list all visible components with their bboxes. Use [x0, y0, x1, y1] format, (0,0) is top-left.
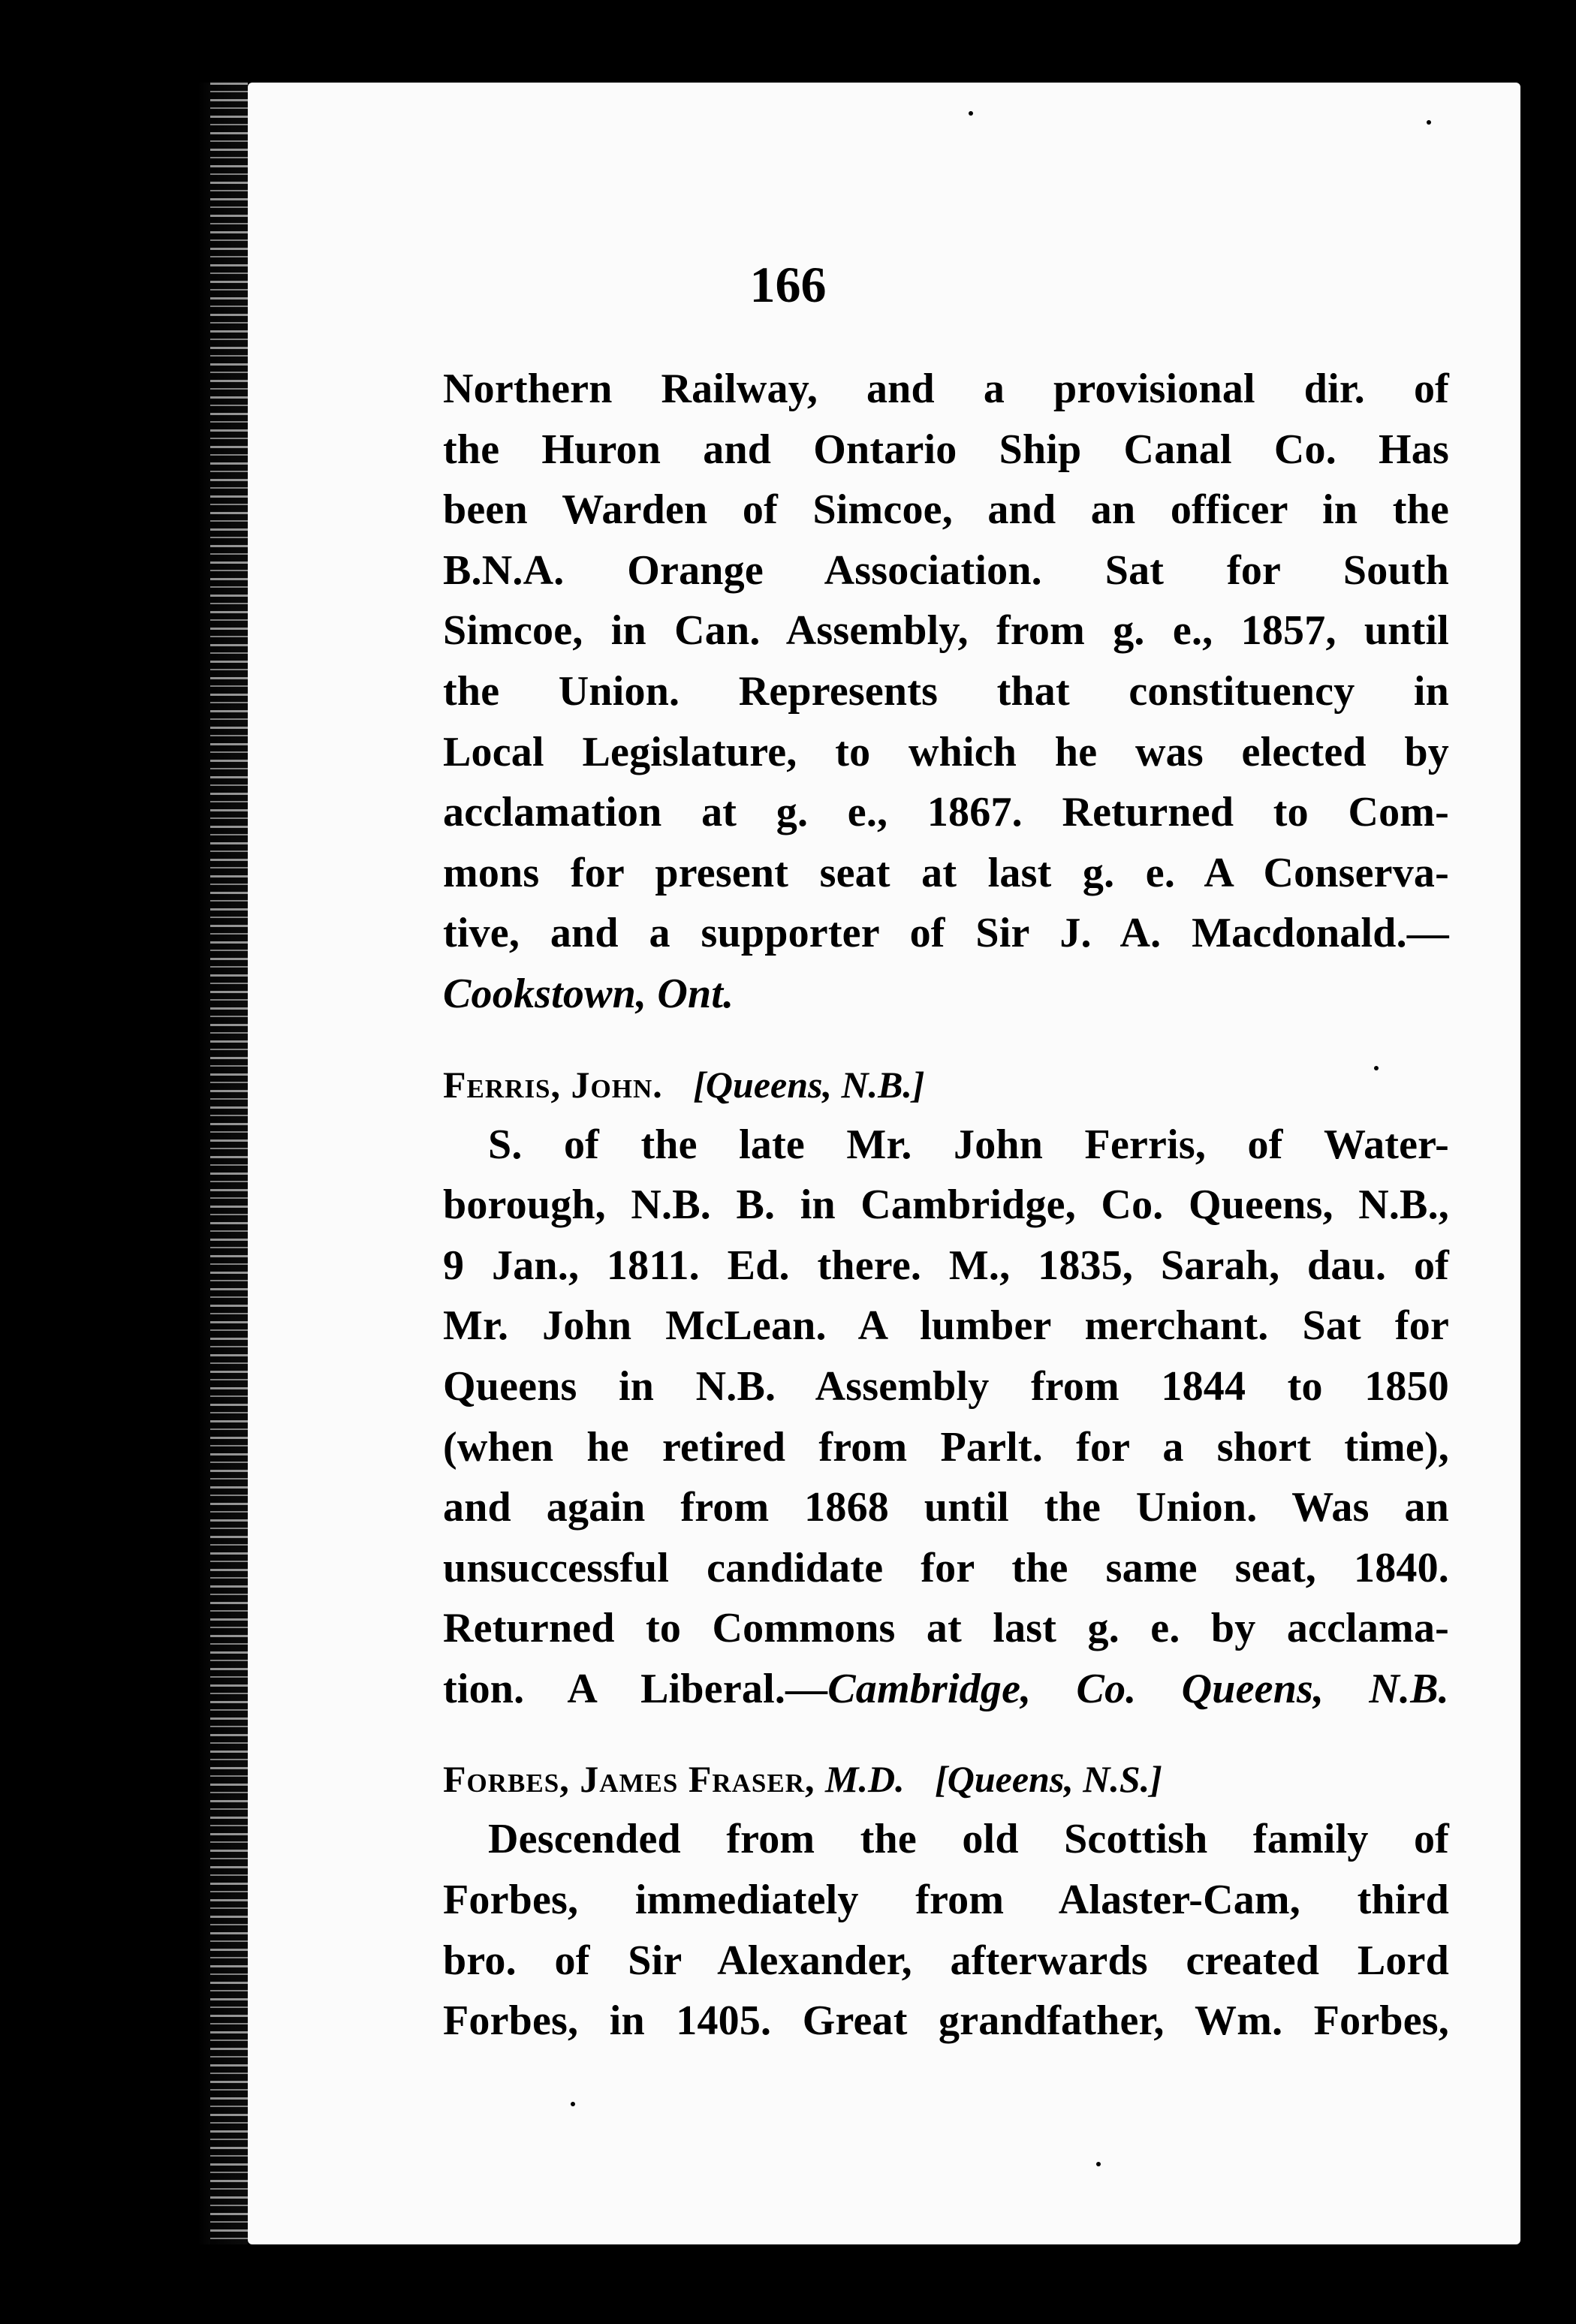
entry-forbes [443, 1749, 1449, 2051]
text-line: Simcoe, in Can. Assembly, from g. e., 1857, until [443, 607, 1449, 655]
entry-name: Forbes, James Fraser, [443, 1758, 815, 1801]
text-line-final: tion. A Liberal.—Cambridge, Co. Queens, N.B. [443, 1665, 1449, 1712]
text-line: Returned to Commons at last g. e. by acclama- [443, 1605, 1449, 1652]
text-line: Forbes, immediately from Alaster-Cam, third [443, 1877, 1449, 1924]
constituency: [Queens, N.S.] [935, 1758, 1162, 1801]
scan-speck [1374, 1066, 1379, 1070]
text-line: bro. of Sir Alexander, afterwards created Lord [443, 1937, 1449, 1984]
scan-speck [1096, 2162, 1101, 2166]
text-line: and again from 1868 until the Union. Was an [443, 1484, 1449, 1531]
degree: M.D. [825, 1758, 905, 1801]
text-line: Mr. John McLean. A lumber merchant. Sat for [443, 1302, 1449, 1350]
text-line: S. of the late Mr. John Ferris, of Water- [488, 1121, 1449, 1168]
scan-speck [1427, 120, 1431, 125]
text-line: borough, N.B. B. in Cambridge, Co. Queens, N.B., [443, 1182, 1449, 1229]
constituency: [Queens, N.B.] [693, 1063, 925, 1106]
text-line: Descended from the old Scottish family of [488, 1816, 1449, 1863]
text-line: Forbes, in 1405. Great grandfather, Wm. Forbes, [443, 1997, 1449, 2045]
text-line: Northern Railway, and a provisional dir. of [443, 366, 1449, 412]
scan-speck [571, 2102, 575, 2106]
text-line: unsuccessful candidate for the same seat, 1840. [443, 1544, 1449, 1591]
scan-speck [969, 111, 973, 116]
page-edges [210, 83, 248, 2244]
text-line: been Warden of Simcoe, and an officer in the [443, 486, 1449, 534]
entry-heading [443, 1055, 1449, 1115]
text-line: Local Legislature, to which he was elected by [443, 728, 1449, 775]
text-line: tive, and a supporter of Sir J. A. Macdonald.— [443, 910, 1449, 957]
text-line: the Union. Represents that constituency in [443, 667, 1449, 715]
text-line: 9 Jan., 1811. Ed. there. M., 1835, Sarah, dau. of [443, 1242, 1449, 1289]
text-line: Queens in N.B. Assembly from 1844 to 1850 [443, 1362, 1449, 1410]
residence-line: Cookstown, Ont. [443, 970, 734, 1017]
entry-name: Ferris, John. [443, 1063, 663, 1106]
text-line: acclamation at g. e., 1867. Returned to Com- [443, 789, 1449, 836]
entry-continuation [443, 359, 1449, 1025]
entry-heading [443, 1749, 1449, 1809]
text-line: mons for present seat at last g. e. A Conserva- [443, 849, 1449, 896]
page-number: 166 [749, 256, 827, 313]
text-line: the Huron and Ontario Ship Canal Co. Has [443, 426, 1449, 473]
entry-ferris [443, 1055, 1449, 1720]
text-line: (when he retired from Parlt. for a short time), [443, 1423, 1449, 1471]
page-text [443, 359, 1449, 2052]
text-line: B.N.A. Orange Association. Sat for South [443, 546, 1449, 594]
